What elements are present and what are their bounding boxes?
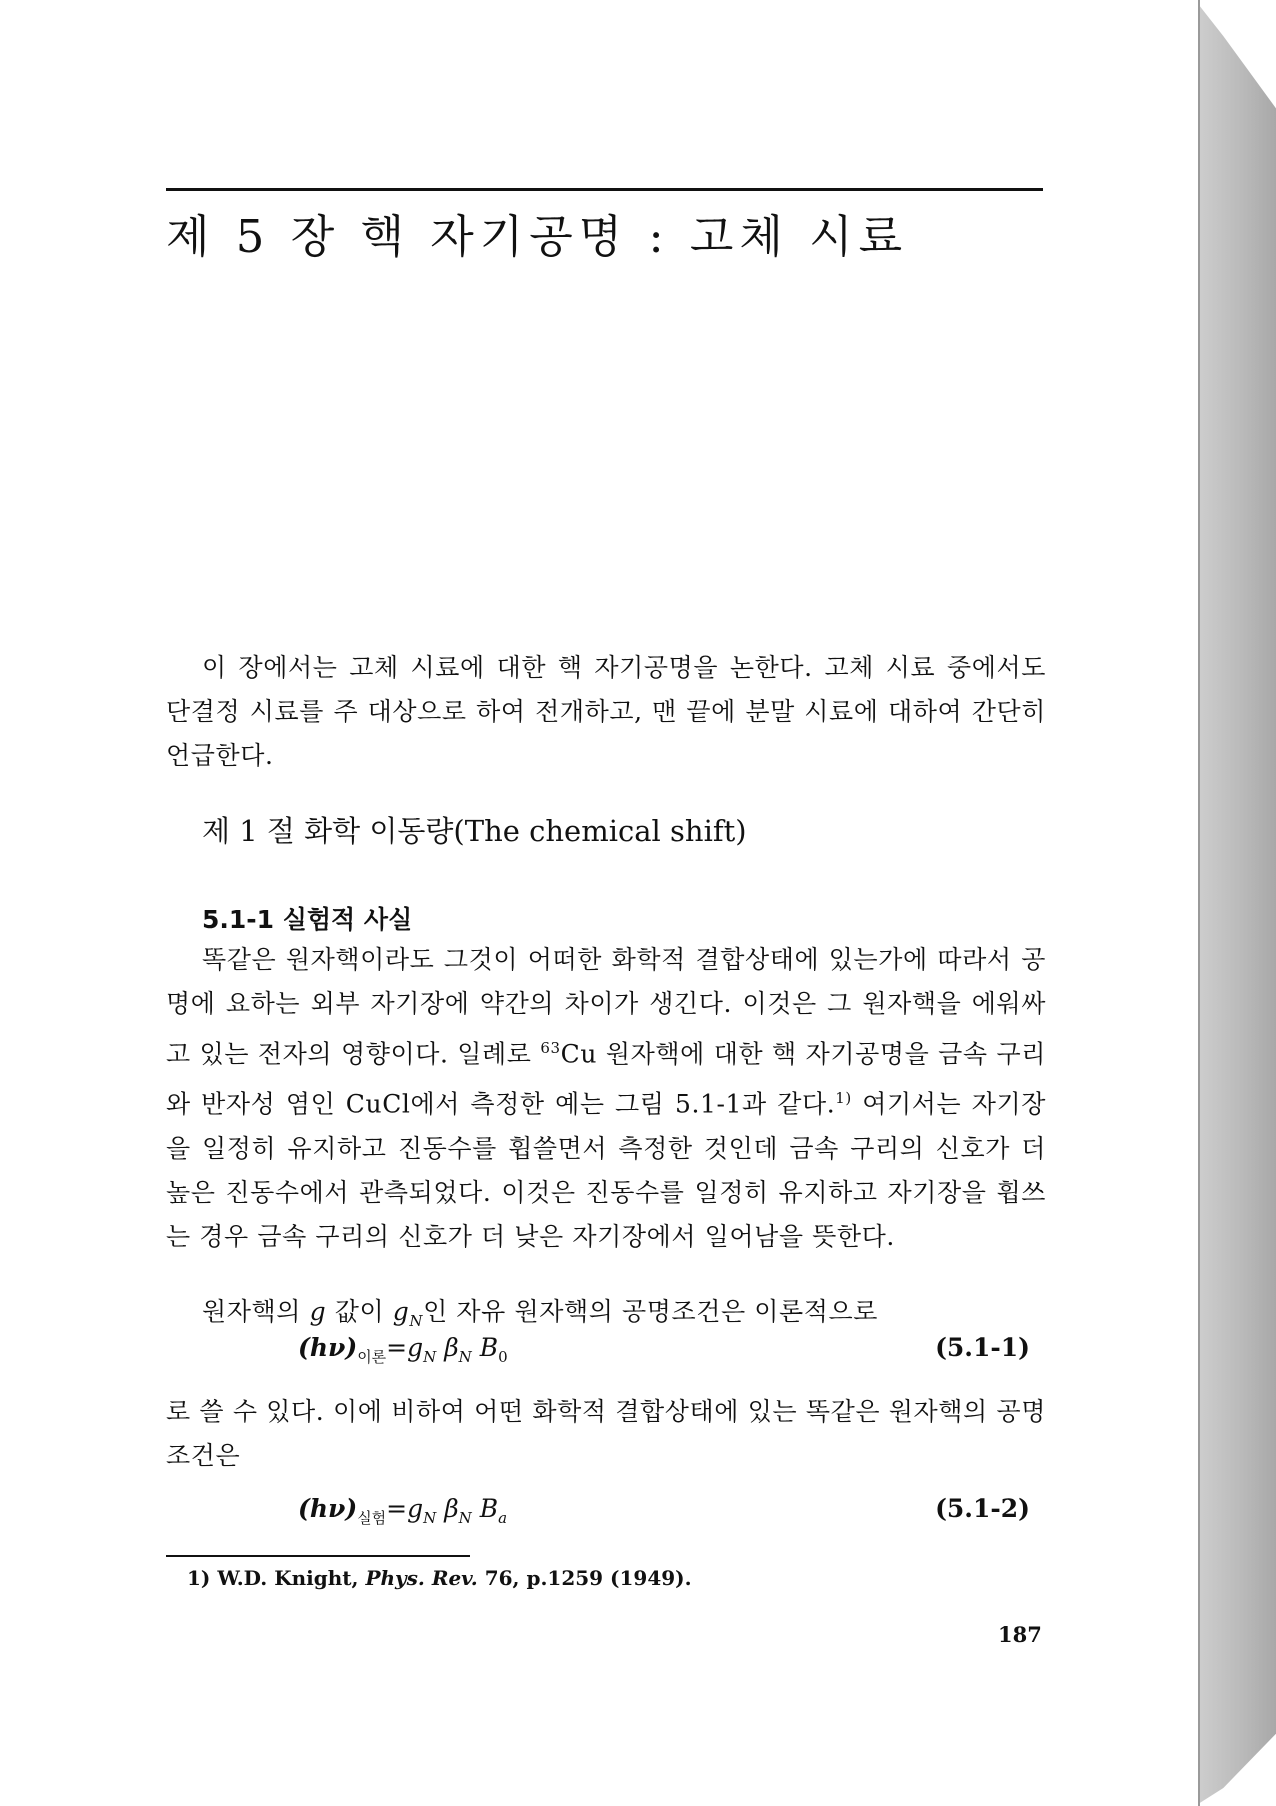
paragraph-comparison: 로 쓸 수 있다. 이에 비하여 어떤 화학적 결합상태에 있는 똑같은 원자핵의 공명조건은: [166, 1397, 1046, 1470]
paragraph-text-part: 값이: [326, 1297, 393, 1326]
subsection-title: 5.1-1 실험적 사실: [202, 905, 413, 934]
equation-rhs: =g: [386, 1333, 424, 1362]
isotope-mass-number: 63: [540, 1039, 561, 1057]
equation-beta: β: [436, 1494, 459, 1523]
equation-subscript: a: [498, 1509, 508, 1527]
footnote-author: W.D. Knight,: [210, 1566, 366, 1590]
paragraph-text-part: Cu 원자핵에 대한 핵 자기공명을 금속 구리와 반자성 염인 CuCl에서 측정한 예는 그림 5.1-1과 같다.: [166, 1039, 1046, 1119]
equation-5-1-2: [166, 1494, 1030, 1534]
equation-lhs: (hν): [298, 1333, 358, 1362]
footnote-journal: Phys. Rev.: [365, 1566, 478, 1590]
paragraph-text-part: 똑같은 원자핵이라도 그것이 어떠한 화학적 결합상태에 있는가에 따라서 공명에 요하는 외부 자기장에 약간의 차이가 생긴다. 이것은 그 원자핵을 에워싸고 있는 전자의 영향이다. 일례로: [166, 945, 1046, 1069]
footnote-details: 76, p.1259 (1949).: [477, 1566, 692, 1590]
paragraph-text-part: 인 자유 원자핵의 공명조건은 이론적으로: [423, 1297, 879, 1326]
equation-number: (5.1-1): [935, 1333, 1030, 1362]
intro-paragraph: 이 장에서는 고체 시료에 대한 핵 자기공명을 논한다. 고체 시료 중에서도 단결정 시료를 주 대상으로 하여 전개하고, 맨 끝에 분말 시료에 대하여 간단히 언급한다.: [166, 653, 1046, 770]
equation-rhs: =g: [386, 1494, 424, 1523]
equation-formula: [298, 1494, 507, 1528]
equation-field: B: [471, 1494, 499, 1523]
equation-subscript: N: [423, 1348, 437, 1366]
footnote: [187, 1566, 692, 1590]
section-title: 제 1 절 화학 이동량(The chemical shift): [202, 814, 747, 848]
equation-lhs-subscript: 실험: [357, 1509, 387, 1527]
equation-beta: β: [436, 1333, 459, 1362]
equation-subscript: N: [458, 1509, 472, 1527]
footnote-rule: [166, 1555, 470, 1557]
gN-subscript: N: [409, 1312, 424, 1330]
footnote-reference: 1): [835, 1089, 852, 1108]
equation-field: B: [471, 1333, 499, 1362]
equation-number: (5.1-2): [935, 1494, 1030, 1523]
page-number: 187: [998, 1622, 1042, 1647]
equation-formula: [298, 1333, 508, 1367]
equation-subscript: N: [458, 1348, 472, 1366]
equation-5-1-1: [166, 1333, 1030, 1373]
equation-subscript: N: [423, 1509, 437, 1527]
equation-subscript: 0: [498, 1348, 508, 1366]
equation-lhs: (hν): [298, 1494, 358, 1523]
gN-symbol: g: [392, 1297, 410, 1326]
paragraph-text-part: 원자핵의: [202, 1297, 310, 1326]
equation-lhs-subscript: 이론: [357, 1348, 387, 1366]
chapter-title: 제 5 장 핵 자기공명 : 고체 시료: [166, 210, 909, 263]
page-edge-shadow: [1195, 0, 1276, 1806]
paragraph-experimental-fact: [166, 938, 1046, 1259]
chapter-top-rule: [166, 188, 1043, 191]
g-symbol: g: [309, 1297, 327, 1326]
footnote-marker: 1): [187, 1566, 211, 1590]
paragraph-text-part: 여기서는 자기장을 일정히 유지하고 진동수를 휩쓸면서 측정한 것인데 금속 구리의 신호가 더 높은 진동수에서 관측되었다. 이것은 진동수를 일정히 유지하고 자기장을 휩쓰는 경우 금속 구리의 신호가 더 낮은 자기장에서 일어남을 뜻한다.: [166, 1089, 1046, 1251]
